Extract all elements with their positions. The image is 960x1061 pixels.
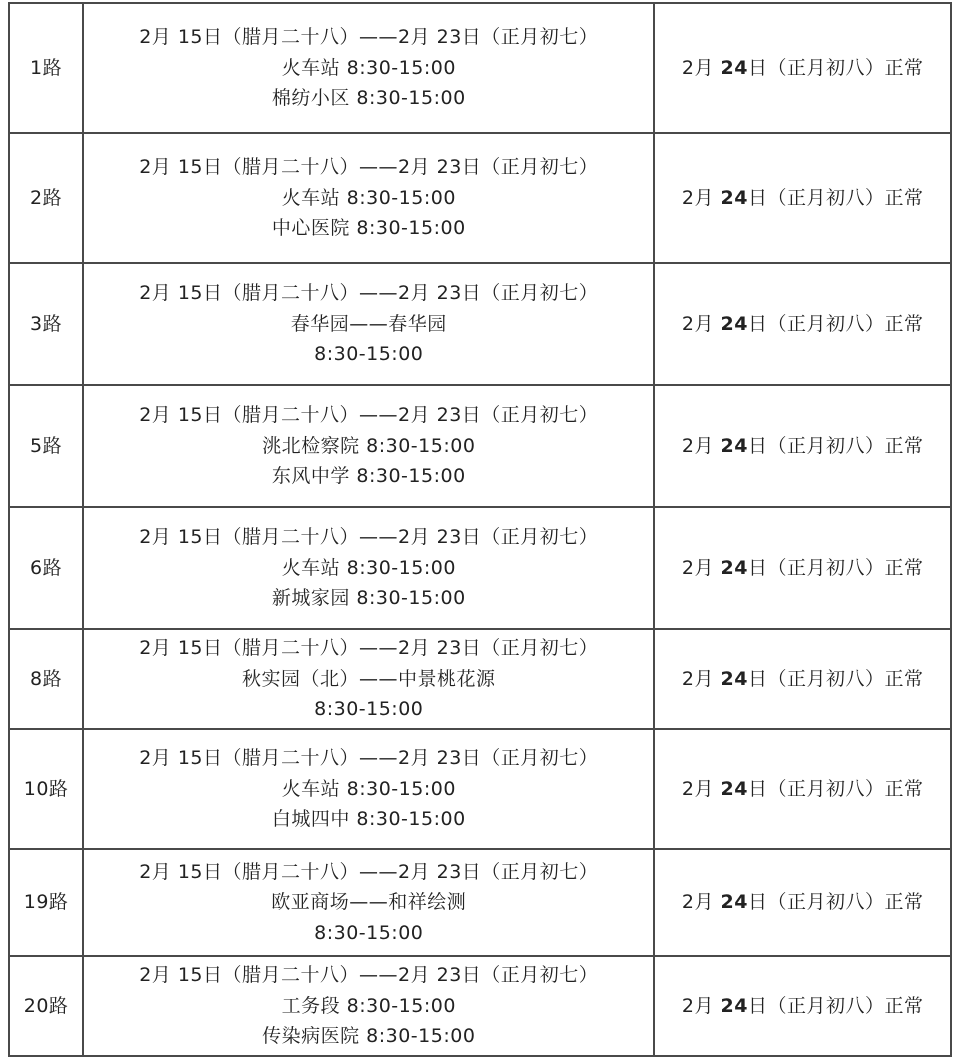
schedule-cell: [83, 263, 654, 385]
schedule-line: 春华园——春华园: [290, 312, 447, 335]
normal-service-cell: [654, 849, 951, 956]
normal-day: 24: [720, 312, 748, 335]
bus-schedule-table: [8, 2, 952, 1057]
normal-month: 2月: [681, 777, 721, 800]
table-row: [9, 385, 951, 507]
schedule-line: 火车站 8:30-15:00: [281, 777, 456, 800]
normal-note: 日（正月初八）正常: [747, 556, 924, 579]
schedule-line: 新城家园 8:30-15:00: [271, 587, 466, 610]
normal-month: 2月: [681, 667, 721, 690]
route-cell: 8路: [9, 629, 83, 729]
date-range-line: 2月 15日（腊月二十八）——2月 23日（正月初七）: [139, 26, 599, 49]
normal-note: 日（正月初八）正常: [747, 667, 924, 690]
table-row: [9, 263, 951, 385]
schedule-line: 8:30-15:00: [314, 343, 424, 366]
normal-note: 日（正月初八）正常: [747, 994, 924, 1017]
table-row: [9, 956, 951, 1056]
normal-day: 24: [720, 994, 748, 1017]
table-row: [9, 849, 951, 956]
schedule-line: 棉纺小区 8:30-15:00: [271, 87, 466, 110]
date-range-line: 2月 15日（腊月二十八）——2月 23日（正月初七）: [139, 282, 599, 305]
schedule-line: 白城四中 8:30-15:00: [271, 808, 466, 831]
schedule-line: 洮北检察院 8:30-15:00: [262, 434, 476, 457]
route-cell: 20路: [9, 956, 83, 1056]
date-range-line: 2月 15日（腊月二十八）——2月 23日（正月初七）: [139, 404, 599, 427]
normal-month: 2月: [681, 186, 721, 209]
normal-service-cell: [654, 956, 951, 1056]
schedule-line: 工务段 8:30-15:00: [281, 994, 456, 1017]
table-row: [9, 507, 951, 629]
normal-day: 24: [720, 434, 748, 457]
normal-service-cell: [654, 507, 951, 629]
normal-month: 2月: [681, 56, 721, 79]
schedule-cell: [83, 629, 654, 729]
normal-note: 日（正月初八）正常: [747, 56, 924, 79]
table-row: [9, 629, 951, 729]
schedule-cell: [83, 133, 654, 263]
normal-day: 24: [720, 667, 748, 690]
normal-note: 日（正月初八）正常: [747, 312, 924, 335]
normal-service-cell: [654, 3, 951, 133]
route-cell: 5路: [9, 385, 83, 507]
date-range-line: 2月 15日（腊月二十八）——2月 23日（正月初七）: [139, 156, 599, 179]
route-cell: 10路: [9, 729, 83, 849]
schedule-line: 8:30-15:00: [314, 921, 424, 944]
table-row: [9, 133, 951, 263]
route-cell: 19路: [9, 849, 83, 956]
schedule-cell: [83, 729, 654, 849]
schedule-line: 东风中学 8:30-15:00: [271, 465, 466, 488]
normal-month: 2月: [681, 891, 721, 914]
schedule-cell: [83, 956, 654, 1056]
schedule-cell: [83, 3, 654, 133]
date-range-line: 2月 15日（腊月二十八）——2月 23日（正月初七）: [139, 964, 599, 987]
normal-day: 24: [720, 891, 748, 914]
route-cell: 6路: [9, 507, 83, 629]
normal-note: 日（正月初八）正常: [747, 891, 924, 914]
schedule-line: 火车站 8:30-15:00: [281, 186, 456, 209]
normal-note: 日（正月初八）正常: [747, 434, 924, 457]
schedule-line: 8:30-15:00: [314, 698, 424, 721]
table-row: [9, 3, 951, 133]
normal-day: 24: [720, 556, 748, 579]
schedule-line: 火车站 8:30-15:00: [281, 56, 456, 79]
schedule-cell: [83, 385, 654, 507]
normal-day: 24: [720, 777, 748, 800]
date-range-line: 2月 15日（腊月二十八）——2月 23日（正月初七）: [139, 526, 599, 549]
schedule-line: 传染病医院 8:30-15:00: [262, 1025, 476, 1048]
route-cell: 2路: [9, 133, 83, 263]
date-range-line: 2月 15日（腊月二十八）——2月 23日（正月初七）: [139, 747, 599, 770]
date-range-line: 2月 15日（腊月二十八）——2月 23日（正月初七）: [139, 860, 599, 883]
schedule-line: 火车站 8:30-15:00: [281, 556, 456, 579]
normal-day: 24: [720, 186, 748, 209]
schedule-cell: [83, 507, 654, 629]
schedule-line: 秋实园（北）——中景桃花源: [242, 667, 496, 690]
normal-service-cell: [654, 385, 951, 507]
normal-note: 日（正月初八）正常: [747, 186, 924, 209]
date-range-line: 2月 15日（腊月二十八）——2月 23日（正月初七）: [139, 637, 599, 660]
route-cell: 1路: [9, 3, 83, 133]
schedule-line: 欧亚商场——和祥绘测: [271, 891, 467, 914]
normal-day: 24: [720, 56, 748, 79]
normal-service-cell: [654, 729, 951, 849]
table-row: [9, 729, 951, 849]
normal-month: 2月: [681, 994, 721, 1017]
normal-service-cell: [654, 263, 951, 385]
normal-month: 2月: [681, 434, 721, 457]
schedule-line: 中心医院 8:30-15:00: [271, 217, 466, 240]
normal-service-cell: [654, 133, 951, 263]
normal-service-cell: [654, 629, 951, 729]
route-cell: 3路: [9, 263, 83, 385]
normal-month: 2月: [681, 312, 721, 335]
normal-note: 日（正月初八）正常: [747, 777, 924, 800]
normal-month: 2月: [681, 556, 721, 579]
schedule-cell: [83, 849, 654, 956]
